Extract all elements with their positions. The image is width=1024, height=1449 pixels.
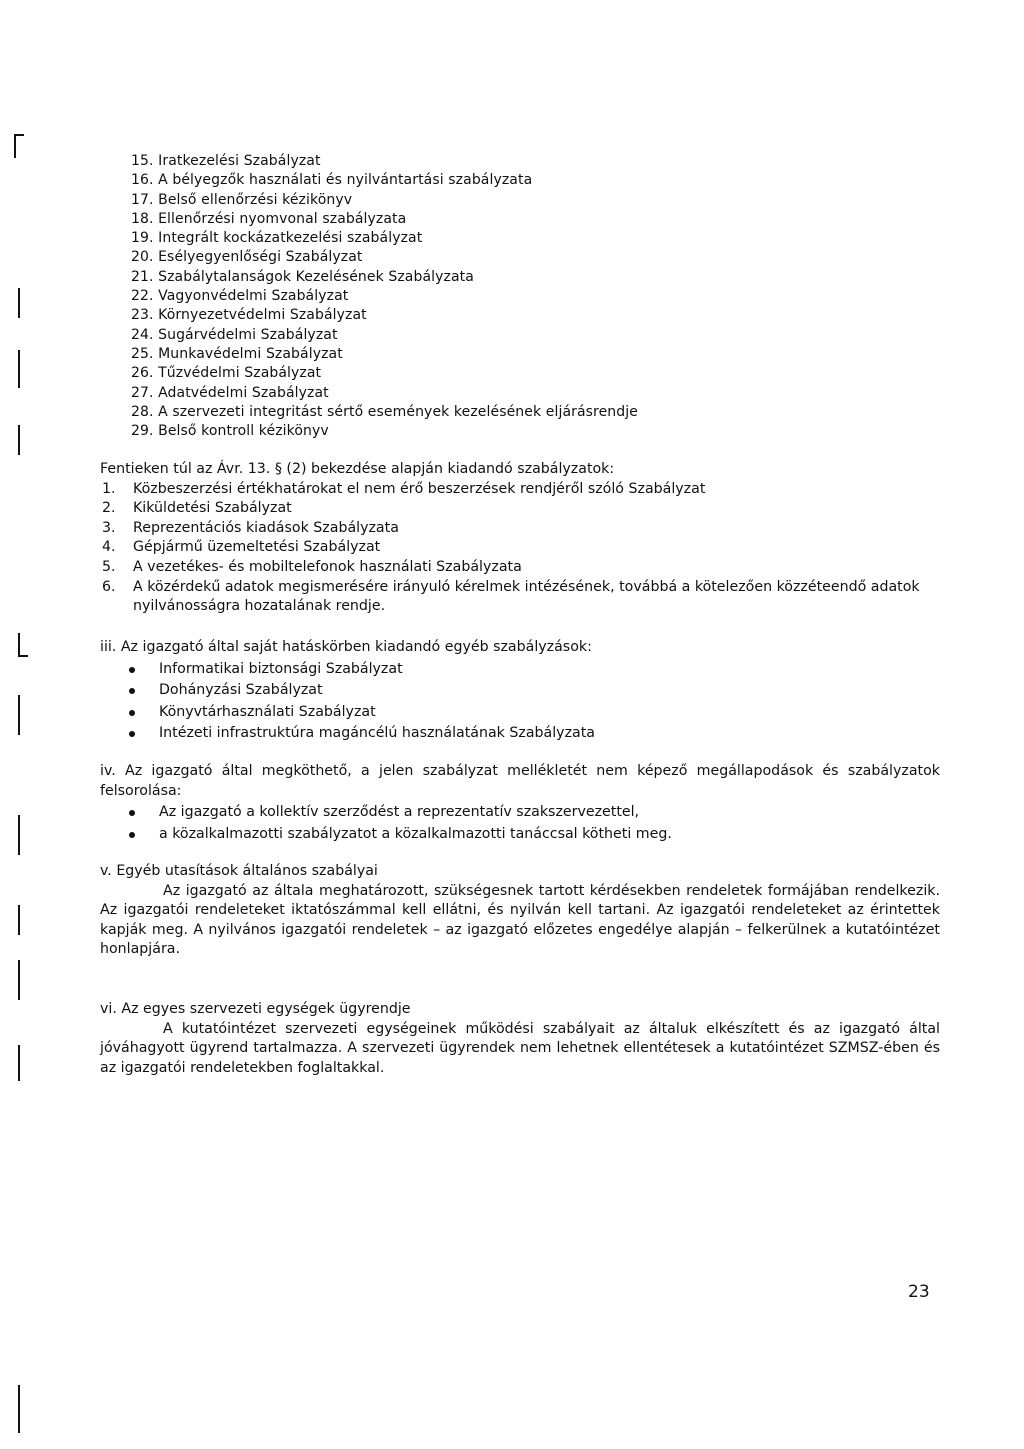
avr-intro: Fentieken túl az Ávr. 13. § (2) bekezdése alapján kiadandó szabályzatok: bbox=[100, 461, 615, 477]
item-text: Reprezentációs kiadások Szabályzata bbox=[133, 519, 399, 536]
item-number: 3. bbox=[102, 519, 116, 536]
corner-mark-top-h bbox=[14, 134, 24, 136]
list-item bbox=[100, 558, 940, 578]
bullet-icon bbox=[100, 703, 159, 723]
margin-mark bbox=[18, 350, 20, 388]
item-text: Közbeszerzési értékhatárokat el nem érő beszerzések rendjéről szóló Szabályzat bbox=[133, 480, 706, 497]
margin-mark bbox=[18, 815, 20, 855]
list-item: 25. Munkavédelmi Szabályzat bbox=[131, 345, 343, 362]
section-v-heading: v. Egyéb utasítások általános szabályai bbox=[100, 863, 378, 879]
list-item: 23. Környezetvédelmi Szabályzat bbox=[131, 307, 367, 324]
section-iii bbox=[100, 638, 940, 744]
item-text: Gépjármű üzemeltetési Szabályzat bbox=[133, 539, 381, 556]
margin-mark bbox=[18, 288, 20, 318]
bullet-icon bbox=[100, 825, 159, 845]
margin-mark bbox=[18, 695, 20, 735]
section-vi bbox=[100, 1000, 940, 1078]
list-item: 22. Vagyonvédelmi Szabályzat bbox=[131, 288, 349, 305]
bullet-item bbox=[100, 803, 940, 823]
section-v-body: Az igazgató az általa meghatározott, szükségesnek tartott kérdésekben rendeletek formájában rendelkezik. Az igazgatói rendeleteket iktatószámmal kell ellátni, és nyilván kell tartani. Az igazgatói rendeleteket az érintettek kapják meg. A nyilvános igazgatói rendeletek – az igazgató előzetes engedélye alapján – felkerülnek a kutatóintézet honlapjára. bbox=[100, 882, 940, 958]
list-item bbox=[100, 538, 940, 558]
section-v bbox=[100, 862, 940, 960]
item-text: Kiküldetési Szabályzat bbox=[133, 500, 292, 517]
section-iii-heading: iii. Az igazgató által saját hatáskörben kiadandó egyéb szabályzások: bbox=[100, 639, 592, 655]
list-item bbox=[100, 499, 940, 519]
avr-section bbox=[100, 460, 940, 617]
bullet-icon bbox=[100, 724, 159, 744]
item-text: Dohányzási Szabályzat bbox=[159, 682, 323, 699]
item-text: A vezetékes- és mobiltelefonok használati Szabályzata bbox=[133, 558, 522, 575]
item-number: 6. bbox=[102, 578, 116, 595]
regulation-list bbox=[131, 152, 891, 441]
bullet-icon bbox=[100, 803, 159, 823]
margin-mark bbox=[18, 1385, 20, 1433]
list-item: 15. Iratkezelési Szabályzat bbox=[131, 153, 321, 169]
corner-mark-mid-h bbox=[18, 655, 28, 657]
item-number: 5. bbox=[102, 558, 116, 575]
bullet-item bbox=[100, 724, 940, 744]
list-item bbox=[100, 578, 940, 617]
item-number: 4. bbox=[102, 539, 116, 556]
section-vi-body: A kutatóintézet szervezeti egységeinek működési szabályait az általuk elkészített és az igazgató által jóváhagyott ügyrend tartalmazza. A szervezeti ügyrendek nem lehetnek ellentétesek a kutatóintézet SZMSZ-ében és az igazgatói rendeletekben foglaltakkal. bbox=[100, 1020, 940, 1076]
list-item: 16. A bélyegzők használati és nyilvántartási szabályzata bbox=[131, 172, 533, 189]
corner-mark-top bbox=[14, 134, 16, 158]
bullet-icon bbox=[100, 660, 159, 680]
list-item: 21. Szabálytalanságok Kezelésének Szabályzata bbox=[131, 268, 474, 285]
bullet-item bbox=[100, 660, 940, 680]
bullet-item bbox=[100, 825, 940, 845]
item-text: Intézeti infrastruktúra magáncélú használatának Szabályzata bbox=[159, 725, 595, 742]
item-text: Az igazgató a kollektív szerződést a reprezentatív szakszervezettel, bbox=[159, 804, 640, 821]
item-number: 2. bbox=[102, 500, 116, 517]
list-item: 26. Tűzvédelmi Szabályzat bbox=[131, 365, 322, 382]
list-item: 20. Esélyegyenlőségi Szabályzat bbox=[131, 249, 363, 266]
list-item: 17. Belső ellenőrzési kézikönyv bbox=[131, 191, 353, 208]
margin-mark bbox=[18, 905, 20, 935]
item-text: Informatikai biztonsági Szabályzat bbox=[159, 660, 403, 677]
list-item: 18. Ellenőrzési nyomvonal szabályzata bbox=[131, 210, 407, 227]
list-item: 19. Integrált kockázatkezelési szabályzat bbox=[131, 230, 423, 247]
item-text: a közalkalmazotti szabályzatot a közalkalmazotti tanáccsal kötheti meg. bbox=[159, 825, 672, 842]
item-text: Könyvtárhasználati Szabályzat bbox=[159, 703, 376, 720]
list-item: 28. A szervezeti integritást sértő események kezelésének eljárásrendje bbox=[131, 403, 638, 420]
list-item: 24. Sugárvédelmi Szabályzat bbox=[131, 326, 338, 343]
section-vi-heading: vi. Az egyes szervezeti egységek ügyrendje bbox=[100, 1001, 411, 1017]
list-item bbox=[100, 480, 940, 500]
margin-mark bbox=[18, 1045, 20, 1081]
section-iv-heading: iv. Az igazgató által megköthető, a jelen szabályzat mellékletét nem képező megállapodások és szabályzatok felsorolása: bbox=[100, 763, 940, 799]
item-text: A közérdekű adatok megismerésére irányuló kérelmek intézésének, továbbá a kötelezően közzéteendő adatok nyilvánosságra hozatalának rendje. bbox=[133, 578, 920, 615]
section-iv bbox=[100, 762, 940, 844]
page-number: 23 bbox=[908, 1282, 930, 1302]
list-item: 27. Adatvédelmi Szabályzat bbox=[131, 384, 329, 401]
corner-mark-mid bbox=[18, 633, 20, 657]
item-number: 1. bbox=[102, 480, 116, 497]
bullet-item bbox=[100, 681, 940, 701]
bullet-icon bbox=[100, 681, 159, 701]
margin-mark bbox=[18, 425, 20, 455]
list-item: 29. Belső kontroll kézikönyv bbox=[131, 423, 329, 440]
bullet-item bbox=[100, 703, 940, 723]
list-item bbox=[100, 519, 940, 539]
margin-mark bbox=[18, 960, 20, 1000]
